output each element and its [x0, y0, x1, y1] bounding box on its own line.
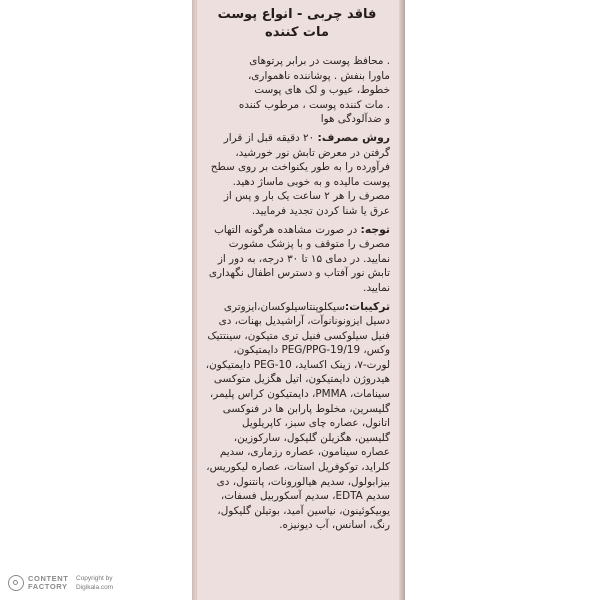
brand-line1: CONTENT [28, 574, 69, 583]
usage-body: ۲۰ دقیقه قبل از قرار گرفتن در معرض تابش نور خورشید، فرآورده را به طور یکنواخت بر روی سطح پوست مالیده و به خوبی ماساژ دهید. مصرف را هر ۲ ساعت یک بار و پس از عرق یا شنا کردن تجدید فرمایید. [210, 131, 390, 217]
feature-line: . محافظ پوست در برابر پرتوهای [249, 55, 390, 67]
product-title-line1: فاقد چربی - انواع پوست [217, 7, 377, 22]
content-factory-wordmark [28, 575, 68, 591]
product-label-text [204, 6, 390, 533]
warning-heading: توجه: [360, 222, 390, 236]
content-factory-icon [8, 575, 24, 591]
copyright-line1: Copyright by [76, 575, 113, 582]
feature-line: ماورا بنفش . پوشاننده ناهمواری، [247, 69, 390, 82]
feature-line: و ضدآلودگی هوا [320, 113, 390, 126]
ingredients-heading: ترکیبات: [344, 299, 390, 313]
copyright-notice [76, 574, 113, 592]
ingredients-body: سیکلوپنتاسیلوکسان،ایزوتری دسیل ایزونونانوآت، آراشیدیل بهنات، دی فنیل سیلوکسی فنیل تری متیکون، سینتتیک وکس، PEG/PPG-19/19 دایمتیکون، لورت-۷، زینک اکساید، PEG-10 دایمتیکون، هیدروژن دایمتیکون، اتیل هگزیل متوکسی سینامات، PMMA، دایمتیکون کراس پلیمر، گلیسرین، مخلوط پارابن ها در فنوکسی اتانول، عصاره چای سبز، کاپریلویل گلیسین، هگزیلن گلیکول، سارکوزین، عصاره سینامون، عصاره رزماری، سدیم کلراید، توکوفریل استات، عصاره لیکوریس، بیزابولول، سدیم هیالورونات، پانتنول، دی سدیم EDTA، سدیم آسکوربیل فسفات، یوبیکوئینون، نیاسین آمید، بوتیلن گلیکول، رنگ، اسانس، آب دیونیزه. [205, 300, 390, 532]
ingredients-section [204, 300, 390, 534]
warning-body: در صورت مشاهده هرگونه التهاب مصرف را متوقف و با پزشک مشورت نمایید. در دمای ۱۵ تا ۳۰ درجه، به دور از تابش نور آفتاب و دسترس اطفال نگهداری نمایید. [208, 223, 390, 294]
warning-section [204, 223, 390, 296]
usage-heading: روش مصرف: [317, 130, 390, 144]
feature-list [204, 54, 390, 127]
feature-line: . مات کننده پوست ، مرطوب کننده [238, 98, 390, 111]
content-factory-logo [8, 572, 68, 594]
usage-section [204, 131, 390, 219]
feature-line: خطوط، عیوب و لک های پوست [254, 84, 390, 97]
brand-line2: FACTORY [28, 582, 68, 591]
box-right-edge [399, 0, 405, 600]
product-title [204, 6, 390, 42]
product-title-line2: مات کننده [265, 25, 329, 40]
copyright-line2: Digikala.com [76, 584, 114, 591]
